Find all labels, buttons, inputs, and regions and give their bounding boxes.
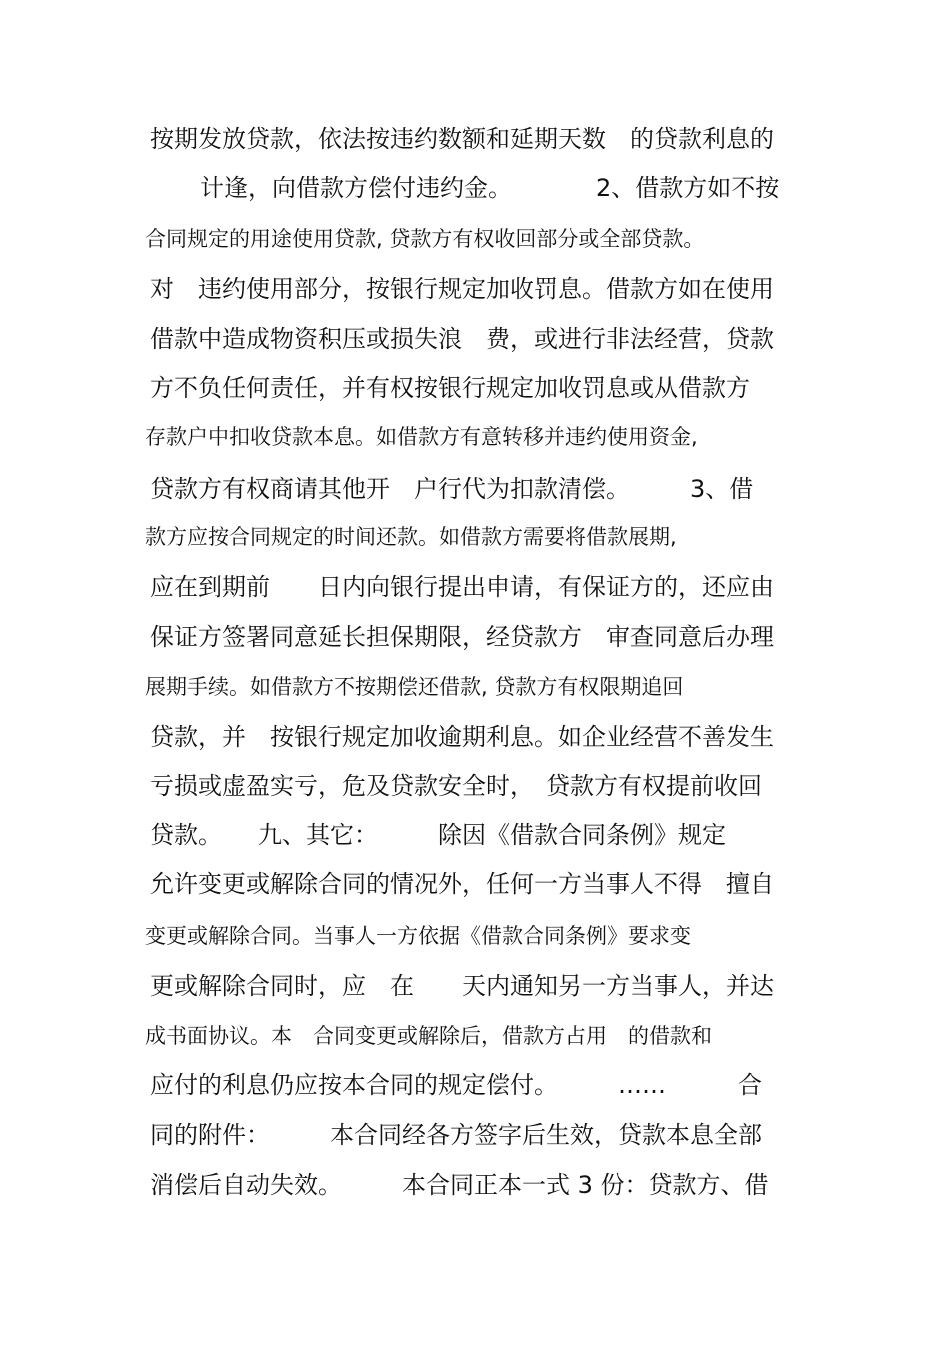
- text-line: 存款户中扣收贷款本息。如借款方有意转移并违约使用资金,: [145, 425, 698, 449]
- text-line: 成书面协议。本 合同变更或解除后，借款方占用 的借款和: [145, 1024, 712, 1048]
- text-line: 按期发放贷款，依法按违约数额和延期天数 的贷款利息的: [150, 125, 774, 153]
- text-line: 更或解除合同时，应 在 天内通知另一方当事人，并达: [150, 972, 774, 1000]
- text-line: 亏损或虚盈实亏，危及贷款安全时， 贷款方有权提前收回: [150, 772, 762, 800]
- text-line: 计逢，向借款方偿付违约金。 2、借款方如不按: [176, 174, 780, 202]
- text-line: 借款中造成物资积压或损失浪 费，或进行非法经营，贷款: [150, 325, 774, 353]
- text-line: 应在到期前 日内向银行提出申请，有保证方的，还应由: [150, 573, 774, 601]
- text-line: 允许变更或解除合同的情况外，任何一方当事人不得 擅自: [150, 870, 774, 898]
- text-line: 贷款，并 按银行规定加收逾期利息。如企业经营不善发生: [150, 723, 774, 751]
- text-line: 贷款方有权商请其他开 户行代为扣款清偿。 3、借: [150, 475, 754, 503]
- text-line: 合同规定的用途使用贷款, 贷款方有权收回部分或全部贷款。: [145, 227, 705, 251]
- text-line: 保证方签署同意延长担保期限，经贷款方 审查同意后办理: [150, 623, 774, 651]
- text-line: 贷款。 九、其它： 除因《借款合同条例》规定: [150, 821, 726, 849]
- text-line: 同的附件： 本合同经各方签字后生效，贷款本息全部: [150, 1121, 762, 1149]
- text-line: 对 违约使用部分，按银行规定加收罚息。借款方如在使用: [150, 275, 774, 303]
- text-line: 应付的利息仍应按本合同的规定偿付。 …… 合: [150, 1071, 762, 1099]
- text-line: 消偿后自动失效。 本合同正本一式 3 份：贷款方、借: [150, 1171, 769, 1199]
- text-line: 方不负任何责任，并有权按银行规定加收罚息或从借款方: [150, 374, 750, 402]
- text-line: 变更或解除合同。当事人一方依据《借款合同条例》要求变: [145, 924, 691, 948]
- text-line: 展期手续。如借款方不按期偿还借款, 贷款方有权限期追回: [145, 675, 684, 699]
- text-line: 款方应按合同规定的时间还款。如借款方需要将借款展期,: [145, 525, 677, 549]
